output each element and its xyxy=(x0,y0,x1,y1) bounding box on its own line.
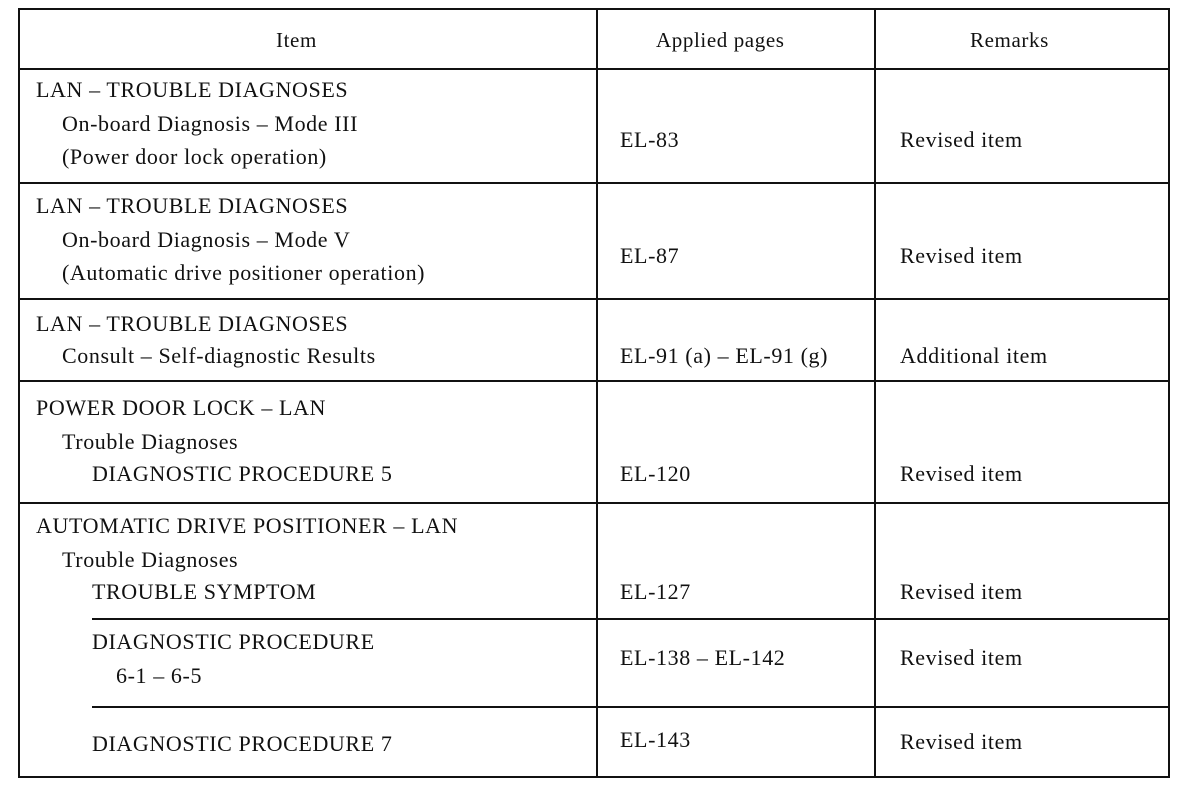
row-3-item-line-1: LAN – TROUBLE DIAGNOSES xyxy=(36,311,349,336)
row-5-item-line-3: TROUBLE SYMPTOM xyxy=(92,579,317,604)
row-5-remarks: Revised item xyxy=(900,579,1023,604)
row-3-remarks: Additional item xyxy=(900,343,1048,368)
header-remarks: Remarks xyxy=(970,28,1049,52)
row-1-item-line-2: On-board Diagnosis – Mode III xyxy=(62,111,359,136)
row-5-pages: EL-127 xyxy=(620,579,691,604)
row-3-item-line-2: Consult – Self-diagnostic Results xyxy=(62,343,376,368)
row-2-item-line-3: (Automatic drive positioner operation) xyxy=(62,260,426,285)
row-6-remarks: Revised item xyxy=(900,645,1023,670)
row-7-remarks: Revised item xyxy=(900,729,1023,754)
header-rule xyxy=(18,68,1170,70)
row-rule xyxy=(18,182,1170,184)
row-7-item-line-1: DIAGNOSTIC PROCEDURE 7 xyxy=(92,731,393,756)
row-1-remarks: Revised item xyxy=(900,127,1023,152)
row-5-item-line-1: AUTOMATIC DRIVE POSITIONER – LAN xyxy=(36,513,459,538)
row-rule xyxy=(92,618,1170,620)
row-2-pages: EL-87 xyxy=(620,243,680,268)
header-applied-pages: Applied pages xyxy=(656,28,785,52)
row-rule xyxy=(18,380,1170,382)
row-5-item-line-2: Trouble Diagnoses xyxy=(62,547,239,572)
row-4-item-line-1: POWER DOOR LOCK – LAN xyxy=(36,395,327,420)
row-4-pages: EL-120 xyxy=(620,461,691,486)
row-rule xyxy=(18,298,1170,300)
row-2-item-line-1: LAN – TROUBLE DIAGNOSES xyxy=(36,193,349,218)
row-1-item-line-1: LAN – TROUBLE DIAGNOSES xyxy=(36,77,349,102)
row-6-item-line-1: DIAGNOSTIC PROCEDURE xyxy=(92,629,375,654)
row-7-pages: EL-143 xyxy=(620,727,691,752)
header-item: Item xyxy=(276,28,317,52)
row-1-pages: EL-83 xyxy=(620,127,680,152)
row-6-pages: EL-138 – EL-142 xyxy=(620,645,786,670)
column-rule xyxy=(874,8,876,778)
row-4-item-line-2: Trouble Diagnoses xyxy=(62,429,239,454)
row-3-pages: EL-91 (a) – EL-91 (g) xyxy=(620,343,829,368)
row-6-item-line-2: 6-1 – 6-5 xyxy=(116,663,203,688)
row-1-item-line-3: (Power door lock operation) xyxy=(62,144,327,169)
row-rule xyxy=(92,706,1170,708)
row-2-remarks: Revised item xyxy=(900,243,1023,268)
row-rule xyxy=(18,502,1170,504)
column-rule xyxy=(596,8,598,778)
row-2-item-line-2: On-board Diagnosis – Mode V xyxy=(62,227,351,252)
row-4-item-line-3: DIAGNOSTIC PROCEDURE 5 xyxy=(92,461,393,486)
row-4-remarks: Revised item xyxy=(900,461,1023,486)
